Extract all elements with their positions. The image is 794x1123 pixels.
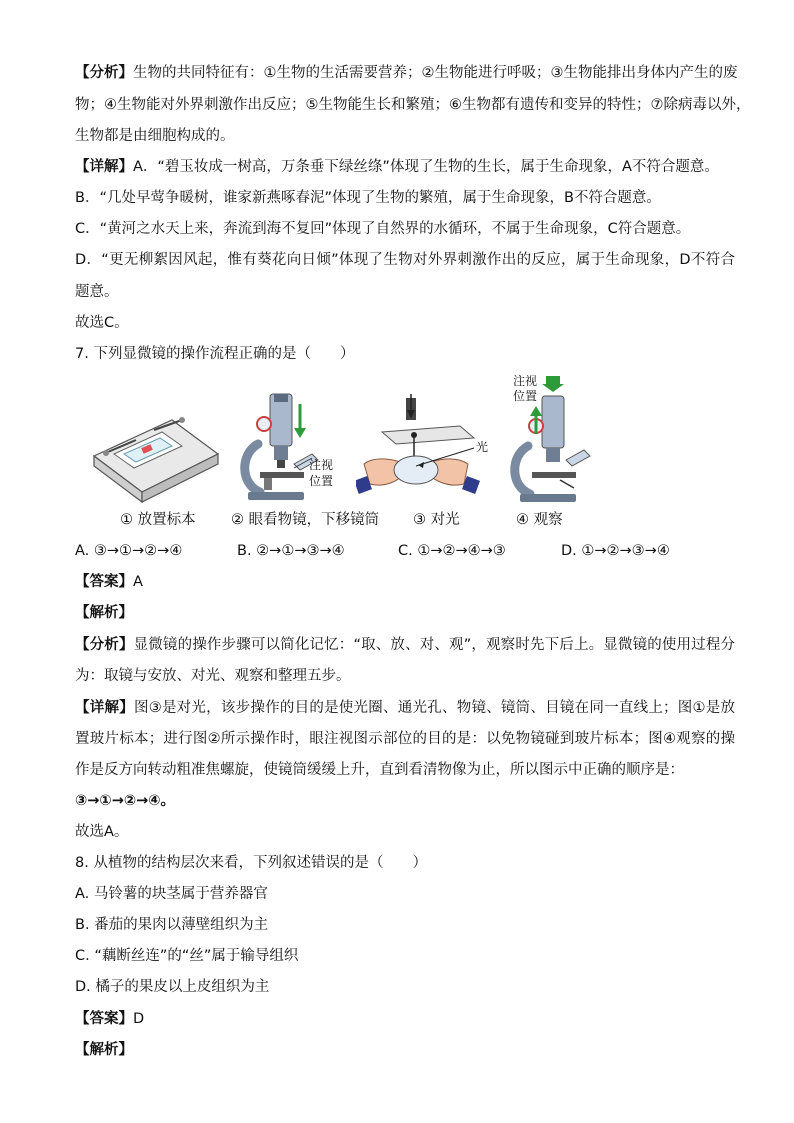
label-zhushi-1: 注视 <box>309 458 334 472</box>
q7-detail-line-3: 作是反方向转动粗准焦螺旋，使镜筒缓缓上升，直到看清物像为止，所以图示中正确的顺序是： <box>75 762 684 778</box>
caption-4: ④ 观察 <box>516 512 563 528</box>
caption-1: ① 放置标本 <box>120 512 196 528</box>
label-zhushi-2: 注视 <box>513 374 538 388</box>
q8-option-a: A. 马铃薯的块茎属于营养器官 <box>75 886 268 902</box>
q7-option-a: A. ③→①→②→④ <box>75 543 183 559</box>
detail-label: 【详解】 <box>75 159 133 175</box>
q6-analysis-line-3: 生物都是由细胞构成的。 <box>75 128 235 144</box>
q8-option-b: B. 番茄的果肉以薄壁组织为主 <box>75 917 269 933</box>
q8-jiexi-heading: 【解析】 <box>75 1042 133 1058</box>
label-guang: 光 <box>476 440 489 454</box>
q6-choose: 故选C。 <box>75 315 129 331</box>
q8-option-c: C. “藕断丝连”的“丝”属于输导组织 <box>75 948 299 964</box>
q7-detail-line-2: 置玻片标本；进行图②所示操作时，眼注视图示部位的目的是：以免物镜碰到玻片标本；图④观察的操 <box>75 731 735 747</box>
q8-option-d: D. 橘子的果皮以上皮组织为主 <box>75 979 270 995</box>
q8-answer: 【答案】D <box>75 1011 145 1027</box>
q6-detail-d-line-1: D．“更无柳絮因风起，惟有葵花向日倾”体现了生物对外界刺激作出的反应，属于生命现象，D不符合 <box>75 252 735 268</box>
q6-analysis-line-2: 物；④生物能对外界刺激作出反应；⑤生物能生长和繁殖；⑥生物都有遗传和变异的特性；⑦除病毒以外， <box>75 97 751 113</box>
q6-analysis-line-1: 【分析】生物的共同特征有：①生物的生活需要营养；②生物能进行呼吸；③生物能排出身体内产生的废 <box>75 65 738 81</box>
caption-2: ② 眼看物镜，下移镜筒 <box>231 512 380 528</box>
q6-detail-c: C．“黄河之水天上来，奔流到海不复回”体现了自然界的水循环，不属于生命现象，C符合题意。 <box>75 221 691 237</box>
q7-analysis-line-1: 【分析】显微镜的操作步骤可以简化记忆：“取、放、对、观”，观察时先下后上。显微镜的使用过程分 <box>75 637 735 653</box>
figure-place-specimen <box>84 408 224 508</box>
q7-stem: 7. 下列显微镜的操作流程正确的是（ ） <box>75 346 355 362</box>
q7-choose: 故选A。 <box>75 824 129 840</box>
q8-stem: 8. 从植物的结构层次来看，下列叙述错误的是（ ） <box>75 855 427 871</box>
analysis-label: 【分析】 <box>75 65 133 81</box>
figure-lower-tube <box>230 384 350 509</box>
q7-detail-line-1: 【详解】图③是对光，该步操作的目的是使光圈、通光孔、物镜、镜筒、目镜在同一直线上；图①是放 <box>75 700 736 716</box>
q7-analysis-line-2: 为：取镜与安放、对光、观察和整理五步。 <box>75 668 351 684</box>
q7-option-c: C. ①→②→④→③ <box>398 543 506 559</box>
q6-detail-d-line-2: 题意。 <box>75 284 119 300</box>
q6-detail-a: 【详解】A．“碧玉妆成一树高，万条垂下绿丝绦”体现了生物的生长，属于生命现象，A不符合题意。 <box>75 159 719 175</box>
q7-detail-line-4: ③→①→②→④。 <box>75 793 176 809</box>
label-weizhi-1: 位置 <box>309 474 334 488</box>
label-weizhi-2: 位置 <box>513 389 538 403</box>
caption-3: ③ 对光 <box>413 512 460 528</box>
figure-adjust-light <box>356 392 496 507</box>
q6-detail-b: B．“几处早莺争暖树，谁家新燕啄春泥”体现了生物的繁殖，属于生命现象，B不符合题意。 <box>75 190 661 206</box>
q7-answer: 【答案】A <box>75 574 143 590</box>
q7-jiexi-heading: 【解析】 <box>75 605 133 621</box>
q7-option-d: D. ①→②→③→④ <box>561 543 670 559</box>
q7-option-b: B. ②→①→③→④ <box>237 543 345 559</box>
